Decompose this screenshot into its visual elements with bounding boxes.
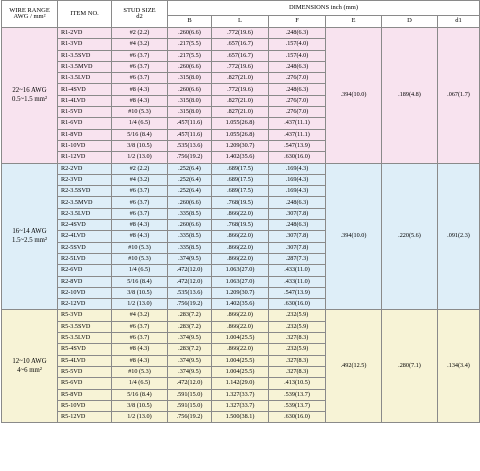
terminal-dimensions-table [1,0,480,423]
dim-l-cell: 1.500(38.1) [212,412,269,423]
dim-f-cell: .248(6.3) [269,28,326,39]
col-l-header: L [212,16,269,28]
stud-size-cell: 3/8 (10.5) [112,400,168,411]
dim-l-cell: .772(19.6) [212,84,269,95]
item-no-cell: R2-3.5MVD [58,197,112,208]
dim-b-cell: .260(6.6) [168,84,212,95]
stud-size-cell: #8 (4.3) [112,231,168,242]
item-no-cell: R5-3.5LVD [58,333,112,344]
dim-e-cell: .394(10.0) [326,28,382,164]
item-no-header: ITEM NO. [58,1,112,28]
dim-d-cell: .189(4.8) [382,28,438,164]
item-no-cell: R2-12VD [58,299,112,310]
stud-size-cell: #8 (4.3) [112,344,168,355]
item-no-cell: R5-4SVD [58,344,112,355]
dim-l-cell: .689(17.5) [212,174,269,185]
dim-f-cell: .169(4.3) [269,163,326,174]
stud-size-cell: 1/2 (13.0) [112,412,168,423]
dim-l-cell: .866(22.0) [212,344,269,355]
dim-b-cell: .457(11.6) [168,118,212,129]
dim-b-cell: .260(6.6) [168,61,212,72]
item-no-cell: R1-3.5SVD [58,50,112,61]
dim-l-cell: .827(21.0) [212,95,269,106]
dim-b-cell: .374(9.5) [168,366,212,377]
dim-l-cell: 1.063(27.0) [212,265,269,276]
dim-b-cell: .535(13.6) [168,287,212,298]
dim-l-cell: .772(19.6) [212,28,269,39]
item-no-cell: R5-6VD [58,378,112,389]
dim-f-cell: .276(7.0) [269,107,326,118]
dim-b-cell: .252(6.4) [168,186,212,197]
dim-l-cell: .768(19.5) [212,220,269,231]
dim-f-cell: .232(5.9) [269,344,326,355]
dim-l-cell: .689(17.5) [212,186,269,197]
dim-b-cell: .756(19.2) [168,412,212,423]
item-no-cell: R5-10VD [58,400,112,411]
item-no-cell: R1-4LVD [58,95,112,106]
item-no-cell: R5-4LVD [58,355,112,366]
item-no-cell: R1-3VD [58,39,112,50]
dim-f-cell: .169(4.3) [269,174,326,185]
dim-l-cell: .866(22.0) [212,208,269,219]
dim-f-cell: .547(13.9) [269,287,326,298]
dim-f-cell: .437(11.1) [269,129,326,140]
dim-b-cell: .535(13.6) [168,140,212,151]
dim-b-cell: .472(12.0) [168,276,212,287]
dim-b-cell: .591(15.0) [168,389,212,400]
dim-l-cell: 1.004(25.5) [212,366,269,377]
dim-f-cell: .539(13.7) [269,400,326,411]
dim-b-cell: .260(6.6) [168,220,212,231]
dim-b-cell: .335(8.5) [168,242,212,253]
dimensions-header: DIMENSIONS inch (mm) [168,1,480,16]
wire-range-cell: 16~14 AWG 1.5~2.5 mm² [2,163,58,310]
dim-b-cell: .756(19.2) [168,299,212,310]
dim-b-cell: .283(7.2) [168,310,212,321]
dim-l-cell: .772(19.6) [212,61,269,72]
dim-b-cell: .283(7.2) [168,321,212,332]
stud-size-header: STUD SIZE d2 [112,1,168,28]
item-no-cell: R2-2VD [58,163,112,174]
dim-f-cell: .287(7.3) [269,253,326,264]
dim-b-cell: .335(8.5) [168,231,212,242]
dim-l-cell: .866(22.0) [212,242,269,253]
table-row [2,163,480,174]
stud-size-cell: #6 (3.7) [112,333,168,344]
item-no-cell: R2-3.5SVD [58,186,112,197]
stud-size-cell: 3/8 (10.5) [112,140,168,151]
stud-size-cell: #8 (4.3) [112,95,168,106]
dim-b-cell: .283(7.2) [168,344,212,355]
dim-f-cell: .157(4.0) [269,39,326,50]
stud-size-cell: 1/2 (13.0) [112,299,168,310]
dim-l-cell: 1.004(25.5) [212,355,269,366]
stud-size-cell: #10 (5.3) [112,242,168,253]
dim-d1-cell: .091(2.3) [438,163,480,310]
stud-size-cell: #6 (3.7) [112,208,168,219]
dim-d-cell: .280(7.1) [382,310,438,423]
dim-f-cell: .232(5.9) [269,321,326,332]
dim-f-cell: .437(11.1) [269,118,326,129]
dim-l-cell: 1.327(33.7) [212,389,269,400]
dim-f-cell: .276(7.0) [269,95,326,106]
dim-b-cell: .252(6.4) [168,174,212,185]
dim-f-cell: .307(7.8) [269,208,326,219]
stud-size-cell: 1/4 (6.5) [112,118,168,129]
dim-b-cell: .315(8.0) [168,107,212,118]
col-b-header: B [168,16,212,28]
wire-range-header: WIRE RANGE AWG / mm² [2,1,58,28]
wire-range-cell: 12~10 AWG 4~6 mm² [2,310,58,423]
dim-l-cell: 1.402(35.6) [212,299,269,310]
item-no-cell: R2-4LVD [58,231,112,242]
stud-size-cell: #2 (2.2) [112,28,168,39]
stud-size-cell: #8 (4.3) [112,355,168,366]
item-no-cell: R2-3.5LVD [58,208,112,219]
dim-f-cell: .433(11.0) [269,276,326,287]
item-no-cell: R1-2VD [58,28,112,39]
stud-size-cell: #8 (4.3) [112,220,168,231]
dim-l-cell: 1.327(33.7) [212,400,269,411]
dim-l-cell: 1.142(29.0) [212,378,269,389]
dim-f-cell: .327(8.3) [269,355,326,366]
item-no-cell: R1-5VD [58,107,112,118]
stud-size-cell: 1/2 (13.0) [112,152,168,163]
item-no-cell: R1-10VD [58,140,112,151]
dim-f-cell: .547(13.9) [269,140,326,151]
stud-size-cell: 5/16 (8.4) [112,276,168,287]
dim-f-cell: .307(7.8) [269,231,326,242]
dim-l-cell: 1.055(26.8) [212,129,269,140]
dim-l-cell: 1.004(25.5) [212,333,269,344]
item-no-cell: R2-5SVD [58,242,112,253]
dim-e-cell: .492(12.5) [326,310,382,423]
stud-size-cell: 1/4 (6.5) [112,265,168,276]
dim-f-cell: .327(8.3) [269,366,326,377]
dim-l-cell: .866(22.0) [212,321,269,332]
dim-b-cell: .374(9.5) [168,333,212,344]
stud-size-cell: #6 (3.7) [112,186,168,197]
item-no-cell: R1-4SVD [58,84,112,95]
dim-b-cell: .374(9.5) [168,253,212,264]
dim-l-cell: .827(21.0) [212,107,269,118]
stud-size-cell: #8 (4.3) [112,84,168,95]
stud-size-cell: #10 (5.3) [112,253,168,264]
item-no-cell: R1-12VD [58,152,112,163]
dim-b-cell: .591(15.0) [168,400,212,411]
dim-f-cell: .630(16.0) [269,412,326,423]
stud-size-cell: #10 (5.3) [112,107,168,118]
dim-l-cell: .866(22.0) [212,310,269,321]
dim-b-cell: .260(6.6) [168,197,212,208]
dim-b-cell: .217(5.5) [168,39,212,50]
dim-d1-cell: .134(3.4) [438,310,480,423]
dim-f-cell: .248(6.3) [269,84,326,95]
stud-size-cell: #6 (3.7) [112,197,168,208]
dim-b-cell: .472(12.0) [168,378,212,389]
dim-f-cell: .248(6.3) [269,220,326,231]
dim-l-cell: .866(22.0) [212,231,269,242]
dim-f-cell: .539(13.7) [269,389,326,400]
table-row [2,310,480,321]
stud-size-cell: #6 (3.7) [112,50,168,61]
stud-size-cell: #4 (3.2) [112,174,168,185]
item-no-cell: R1-8VD [58,129,112,140]
item-no-cell: R2-10VD [58,287,112,298]
dim-f-cell: .327(8.3) [269,333,326,344]
item-no-cell: R2-4SVD [58,220,112,231]
stud-size-cell: 1/4 (6.5) [112,378,168,389]
dim-l-cell: 1.063(27.0) [212,276,269,287]
stud-size-cell: #6 (3.7) [112,61,168,72]
stud-size-cell: #4 (3.2) [112,310,168,321]
dim-l-cell: .689(17.5) [212,163,269,174]
dim-b-cell: .472(12.0) [168,265,212,276]
stud-size-cell: #4 (3.2) [112,39,168,50]
dim-b-cell: .217(5.5) [168,50,212,61]
wire-range-cell: 22~16 AWG 0.5~1.5 mm² [2,28,58,164]
item-no-cell: R2-8VD [58,276,112,287]
dim-b-cell: .252(6.4) [168,163,212,174]
dim-b-cell: .374(9.5) [168,355,212,366]
item-no-cell: R5-8VD [58,389,112,400]
dim-b-cell: .315(8.0) [168,73,212,84]
item-no-cell: R1-3.5LVD [58,73,112,84]
stud-size-cell: #10 (5.3) [112,366,168,377]
dim-b-cell: .756(19.2) [168,152,212,163]
dim-b-cell: .457(11.6) [168,129,212,140]
item-no-cell: R2-3VD [58,174,112,185]
dim-f-cell: .248(6.3) [269,61,326,72]
item-no-cell: R5-3VD [58,310,112,321]
dim-l-cell: 1.209(30.7) [212,140,269,151]
item-no-cell: R1-3.5MVD [58,61,112,72]
stud-size-cell: #2 (2.2) [112,163,168,174]
item-no-cell: R5-3.5SVD [58,321,112,332]
dim-d-cell: .220(5.6) [382,163,438,310]
dim-l-cell: 1.209(30.7) [212,287,269,298]
dim-f-cell: .157(4.0) [269,50,326,61]
dim-b-cell: .315(8.0) [168,95,212,106]
dim-l-cell: .657(16.7) [212,39,269,50]
table-row [2,28,480,39]
dim-d1-cell: .067(1.7) [438,28,480,164]
dim-f-cell: .630(16.0) [269,152,326,163]
col-f-header: F [269,16,326,28]
col-d-header: D [382,16,438,28]
item-no-cell: R2-5LVD [58,253,112,264]
dim-l-cell: 1.402(35.6) [212,152,269,163]
item-no-cell: R5-12VD [58,412,112,423]
stud-size-cell: #6 (3.7) [112,321,168,332]
dim-b-cell: .335(8.5) [168,208,212,219]
dim-f-cell: .413(10.5) [269,378,326,389]
stud-size-cell: 3/8 (10.5) [112,287,168,298]
dim-f-cell: .169(4.3) [269,186,326,197]
stud-size-cell: #6 (3.7) [112,73,168,84]
dim-f-cell: .433(11.0) [269,265,326,276]
dim-f-cell: .232(5.9) [269,310,326,321]
dim-e-cell: .394(10.0) [326,163,382,310]
stud-size-cell: 5/16 (8.4) [112,129,168,140]
dim-f-cell: .276(7.0) [269,73,326,84]
item-no-cell: R2-6VD [58,265,112,276]
dim-f-cell: .630(16.0) [269,299,326,310]
dim-b-cell: .260(6.6) [168,28,212,39]
dim-f-cell: .248(6.3) [269,197,326,208]
dim-l-cell: 1.055(26.8) [212,118,269,129]
col-d1-header: d1 [438,16,480,28]
dim-l-cell: .768(19.5) [212,197,269,208]
dim-f-cell: .307(7.8) [269,242,326,253]
dim-l-cell: .657(16.7) [212,50,269,61]
item-no-cell: R5-5VD [58,366,112,377]
dim-l-cell: .866(22.0) [212,253,269,264]
col-e-header: E [326,16,382,28]
stud-size-cell: 5/16 (8.4) [112,389,168,400]
item-no-cell: R1-6VD [58,118,112,129]
dim-l-cell: .827(21.0) [212,73,269,84]
